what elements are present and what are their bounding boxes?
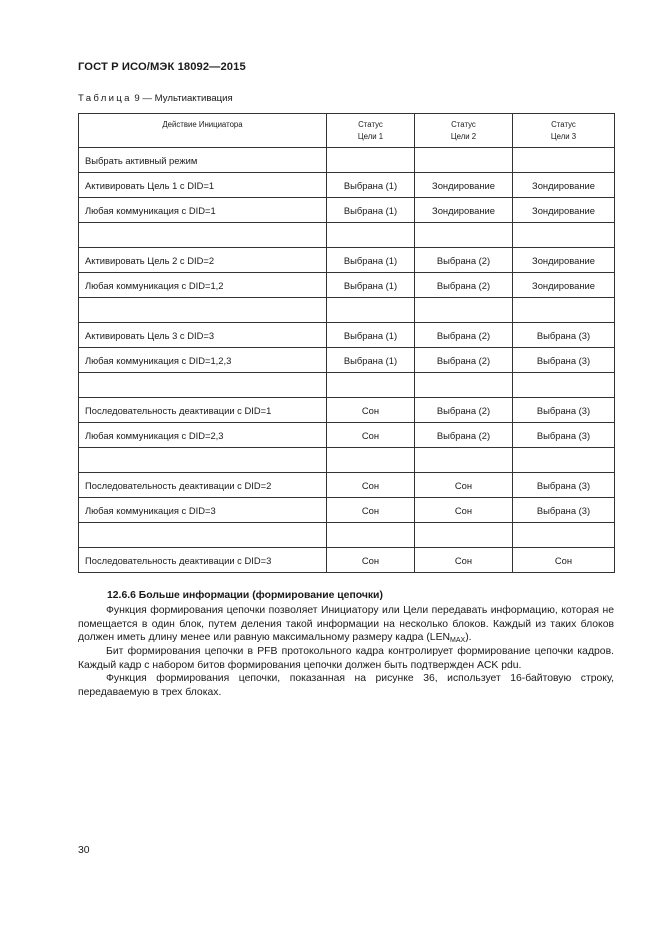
table-cell-status-3 (513, 148, 615, 173)
table-cell-action: Последовательность деактивации с DID=3 (79, 548, 327, 573)
table-cell-status-1: Сон (327, 548, 415, 573)
table-cell-action: Активировать Цель 3 с DID=3 (79, 323, 327, 348)
table-cell-status-3 (513, 223, 615, 248)
table-cell-action: Выбрать активный режим (79, 148, 327, 173)
table-row (79, 423, 615, 448)
table-cell-status-1: Выбрана (1) (327, 273, 415, 298)
caption-title: — Мультиактивация (142, 93, 233, 104)
table-row (79, 323, 615, 348)
table-cell-status-3: Выбрана (3) (513, 398, 615, 423)
table-row (79, 448, 615, 473)
table-cell-action: Активировать Цель 1 с DID=1 (79, 173, 327, 198)
table-cell-status-3: Выбрана (3) (513, 473, 615, 498)
page-number: 30 (78, 845, 90, 856)
table-cell-status-2: Выбрана (2) (415, 398, 513, 423)
table-cell-status-1: Выбрана (1) (327, 323, 415, 348)
table-cell-action: Последовательность деактивации с DID=1 (79, 398, 327, 423)
table-cell-status-3: Зондирование (513, 173, 615, 198)
table-cell-status-1: Сон (327, 473, 415, 498)
table-row (79, 498, 615, 523)
table-cell-status-2: Выбрана (2) (415, 423, 513, 448)
table-cell-status-3: Выбрана (3) (513, 498, 615, 523)
table-cell-status-1: Сон (327, 498, 415, 523)
section-title: 12.6.6 Больше информации (формирование цепочки) (107, 590, 383, 601)
table-cell-status-2 (415, 298, 513, 323)
table-cell-status-2: Выбрана (2) (415, 323, 513, 348)
table-cell-status-1: Сон (327, 423, 415, 448)
table-cell-status-3 (513, 298, 615, 323)
header-target-3: Статус Цели 3 (513, 114, 615, 148)
table-cell-status-1 (327, 373, 415, 398)
multiactivation-table (78, 113, 615, 573)
table-caption (78, 93, 233, 104)
table-cell-status-1: Выбрана (1) (327, 173, 415, 198)
table-row (79, 248, 615, 273)
table-cell-status-2: Выбрана (2) (415, 273, 513, 298)
table-row (79, 148, 615, 173)
document-header: ГОСТ Р ИСО/МЭК 18092—2015 (78, 61, 246, 73)
table-cell-status-3: Зондирование (513, 273, 615, 298)
table-cell-status-3: Зондирование (513, 198, 615, 223)
paragraph-3: Функция формирования цепочки, показанная на рисунке 36, использует 16-байтовую строку, передаваемую в трех блоках. (78, 673, 614, 698)
table-body (79, 148, 615, 573)
table-cell-status-1: Выбрана (1) (327, 348, 415, 373)
table-row (79, 298, 615, 323)
table-row (79, 173, 615, 198)
paragraph-2: Бит формирования цепочки в PFB протокольного кадра контролирует формирование цепочки кадров. Каждый кадр с набором битов формирования цепочки должен быть подтвержден ACK pdu. (78, 646, 614, 671)
table-cell-status-3: Выбрана (3) (513, 423, 615, 448)
table-cell-status-3: Сон (513, 548, 615, 573)
table-cell-status-3: Выбрана (3) (513, 323, 615, 348)
table-cell-status-3 (513, 373, 615, 398)
table-cell-action: Активировать Цель 2 с DID=2 (79, 248, 327, 273)
table-cell-status-2: Сон (415, 473, 513, 498)
table-cell-status-1 (327, 523, 415, 548)
table-cell-status-1: Выбрана (1) (327, 248, 415, 273)
table-cell-status-3 (513, 448, 615, 473)
table-cell-status-1 (327, 148, 415, 173)
table-cell-action: Любая коммуникация с DID=1 (79, 198, 327, 223)
table-cell-action (79, 298, 327, 323)
table-cell-status-2 (415, 148, 513, 173)
table-row (79, 548, 615, 573)
table-cell-action: Последовательность деактивации с DID=2 (79, 473, 327, 498)
len-subscript: MAX (450, 637, 466, 645)
table-cell-status-2 (415, 523, 513, 548)
table-cell-action (79, 448, 327, 473)
table-cell-status-2 (415, 373, 513, 398)
table-cell-status-2: Сон (415, 498, 513, 523)
table-cell-status-2: Выбрана (2) (415, 248, 513, 273)
table-cell-status-1 (327, 223, 415, 248)
table-cell-status-3: Выбрана (3) (513, 348, 615, 373)
table-cell-action: Любая коммуникация с DID=3 (79, 498, 327, 523)
table-cell-action: Любая коммуникация с DID=1,2 (79, 273, 327, 298)
table-cell-status-1 (327, 298, 415, 323)
table-cell-status-2 (415, 223, 513, 248)
caption-number: 9 (134, 93, 140, 104)
paragraph-1: Функция формирования цепочки позволяет Инициатору или Цели передавать информацию, которая не помещается в один блок, путем деления такой информации на несколько блоков. Каждый из таких блоков должен иметь длину менее или равную максимальному размеру кадра $(LEN_{MAX})$. (78, 605, 614, 645)
header-target-2: Статус Цели 2 (415, 114, 513, 148)
table-cell-status-3: Зондирование (513, 248, 615, 273)
table-cell-status-1: Сон (327, 398, 415, 423)
table-cell-status-3 (513, 523, 615, 548)
table-cell-status-1: Выбрана (1) (327, 198, 415, 223)
table-cell-status-2: Выбрана (2) (415, 348, 513, 373)
table-cell-action: Любая коммуникация с DID=1,2,3 (79, 348, 327, 373)
table-row (79, 198, 615, 223)
table-row (79, 373, 615, 398)
header-action: Действие Инициатора (79, 114, 327, 148)
table-cell-status-1 (327, 448, 415, 473)
caption-label: Таблица (78, 93, 132, 104)
table-cell-action (79, 373, 327, 398)
table-cell-action (79, 223, 327, 248)
table-cell-action: Любая коммуникация с DID=2,3 (79, 423, 327, 448)
table-row (79, 223, 615, 248)
table-cell-status-2 (415, 448, 513, 473)
header-target-1: Статус Цели 1 (327, 114, 415, 148)
table-row (79, 273, 615, 298)
table-row (79, 523, 615, 548)
table-cell-status-2: Сон (415, 548, 513, 573)
table-cell-status-2: Зондирование (415, 173, 513, 198)
table-row (79, 398, 615, 423)
table-cell-action (79, 523, 327, 548)
table-cell-status-2: Зондирование (415, 198, 513, 223)
table-header-row (79, 114, 615, 148)
table-row (79, 348, 615, 373)
table-row (79, 473, 615, 498)
